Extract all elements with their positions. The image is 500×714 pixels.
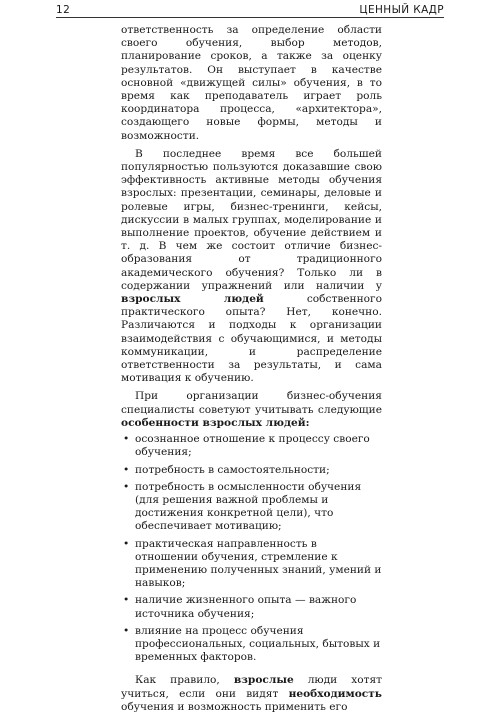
features-list [121,433,382,664]
list-item: • потребность в осмысленности обучения (для решения важной проблемы и достижения конкретной цели), что обеспечивает мотивацию; [123,480,362,533]
page-number: 12 [56,4,71,16]
paragraph-4: Как правило, взрослые люди хотят учиться, если они видят необходимость обучения и возможность применить его [121,674,382,713]
list-item: • потребность в самостоятельности; [123,463,330,476]
bullet-icon: • [123,537,130,550]
list-item: • осознанное отношение к процессу своего обучения; [123,433,370,459]
paragraph-2-part-a: В последнее время все большей популярностью пользуются доказавшие свою эффективность активные методы обучения взрослых: презентации, семинары, деловые и ролевые игры, бизнес-тренинги, кейсы, дискуссии в малых группах, моделирование и выполнение проектов, обучение действием и т. д. В чем же состоит отличие бизнес-образования от традиционного академического обучения? Только ли в содержании упражнений или наличии у [121,147,382,292]
paragraph-1: ответственность за определение области своего обучения, выбор методов, планирование сроков, а также за оценку результатов. Он выступает в качестве основной «движущей силы» обучения, в то время как преподаватель играет роль координатора процесса, «архитектора», создающего новые формы, методы и возможности. [121,24,382,142]
running-title: ЦЕННЫЙ КАДР [359,4,444,16]
paragraph-3-part-a: При организации бизнес-обучения специалисты советуют учитывать следующие [121,390,382,416]
bullet-icon: • [123,480,130,493]
paragraph-2-part-c: собственного практического опыта? Нет, конечно. Различаются и подходы к организации взаимодействия с обучающимися, и методы коммуникации, и распределение ответственности за результаты, и сама мотивация к обучению. [121,293,382,385]
list-item: • практическая направленность в отношении обучения, стремление к применению полученных знаний, умений и навыков; [123,537,382,590]
bullet-icon: • [123,433,130,446]
list-item: • наличие жизненного опыта — важного источника обучения; [123,594,357,620]
list-item: • влияние на процесс обучения профессиональных, социальных, бытовых и временных факторов. [123,624,381,664]
page-header [56,4,444,18]
body-text [121,24,382,714]
paragraph-3 [121,390,382,430]
bold-necessity: необходимость [288,687,382,700]
header-rule [56,17,444,18]
bullet-icon: • [123,463,130,476]
bold-adults-2: взрослые [233,674,294,687]
bullet-icon: • [123,624,130,637]
bold-adults: взрослых людей [121,293,264,306]
bold-adult-features: особенности взрослых людей: [121,416,310,429]
paragraph-2 [121,148,382,386]
bullet-icon: • [123,594,130,607]
